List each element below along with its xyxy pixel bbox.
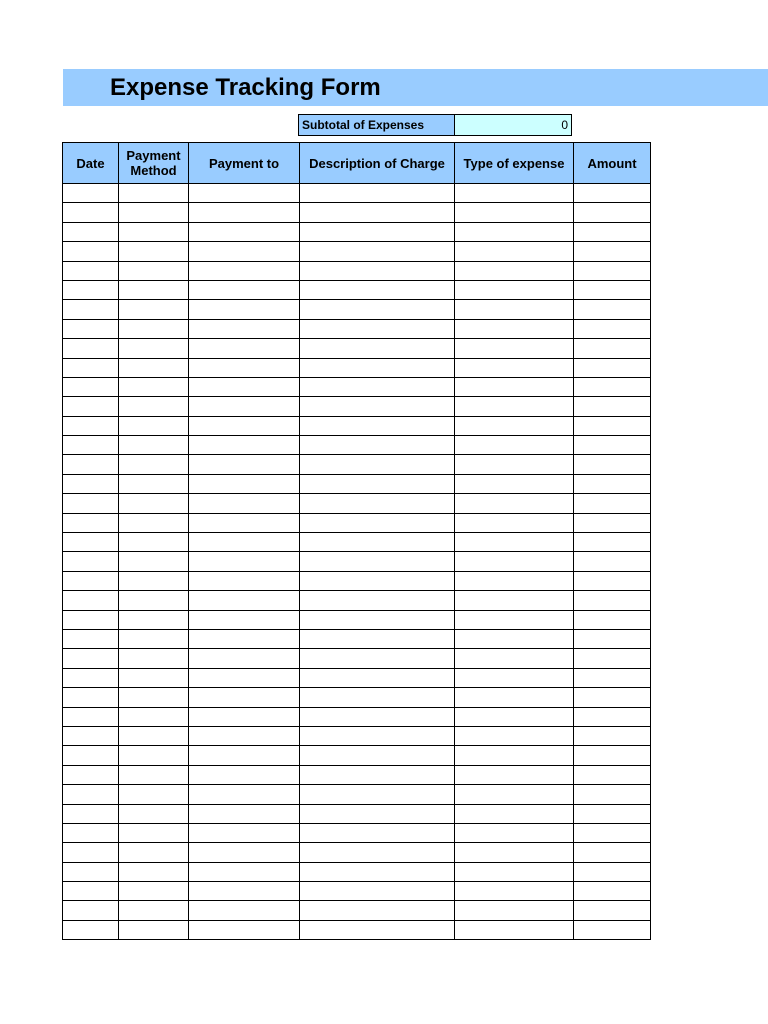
cell-payment-to[interactable] [189, 707, 300, 726]
table-row [63, 552, 651, 571]
table-row [63, 920, 651, 939]
cell-type-of-expense[interactable] [455, 300, 574, 319]
cell-date[interactable] [63, 377, 119, 396]
cell-payment-method[interactable] [119, 397, 189, 416]
table-row [63, 513, 651, 532]
cell-date[interactable] [63, 901, 119, 920]
cell-amount[interactable] [574, 920, 651, 939]
cell-type-of-expense[interactable] [455, 455, 574, 474]
cell-payment-to[interactable] [189, 785, 300, 804]
cell-amount[interactable] [574, 765, 651, 784]
cell-date[interactable] [63, 319, 119, 338]
cell-description[interactable] [300, 494, 455, 513]
cell-date[interactable] [63, 242, 119, 261]
cell-amount[interactable] [574, 184, 651, 203]
cell-type-of-expense[interactable] [455, 707, 574, 726]
cell-type-of-expense[interactable] [455, 397, 574, 416]
cell-payment-to[interactable] [189, 436, 300, 455]
cell-type-of-expense[interactable] [455, 629, 574, 648]
cell-description[interactable] [300, 823, 455, 842]
cell-payment-to[interactable] [189, 746, 300, 765]
cell-payment-method[interactable] [119, 591, 189, 610]
table-row [63, 300, 651, 319]
cell-description[interactable] [300, 610, 455, 629]
cell-payment-method[interactable] [119, 474, 189, 493]
table-header-row [63, 143, 651, 184]
cell-payment-method[interactable] [119, 610, 189, 629]
cell-type-of-expense[interactable] [455, 843, 574, 862]
cell-description[interactable] [300, 843, 455, 862]
cell-payment-to[interactable] [189, 688, 300, 707]
cell-amount[interactable] [574, 629, 651, 648]
table-row [63, 319, 651, 338]
cell-amount[interactable] [574, 397, 651, 416]
cell-date[interactable] [63, 823, 119, 842]
cell-description[interactable] [300, 591, 455, 610]
cell-amount[interactable] [574, 668, 651, 687]
table-row [63, 358, 651, 377]
cell-date[interactable] [63, 785, 119, 804]
cell-type-of-expense[interactable] [455, 804, 574, 823]
table-row [63, 533, 651, 552]
cell-payment-to[interactable] [189, 184, 300, 203]
cell-payment-method[interactable] [119, 184, 189, 203]
table-row [63, 746, 651, 765]
table-row [63, 843, 651, 862]
cell-date[interactable] [63, 610, 119, 629]
cell-description[interactable] [300, 707, 455, 726]
table-row [63, 882, 651, 901]
cell-date[interactable] [63, 455, 119, 474]
cell-date[interactable] [63, 668, 119, 687]
cell-type-of-expense[interactable] [455, 436, 574, 455]
cell-date[interactable] [63, 436, 119, 455]
cell-payment-to[interactable] [189, 261, 300, 280]
cell-payment-to[interactable] [189, 591, 300, 610]
cell-amount[interactable] [574, 552, 651, 571]
cell-date[interactable] [63, 397, 119, 416]
cell-amount[interactable] [574, 785, 651, 804]
column-header-payment-method: Payment Method [119, 143, 189, 184]
cell-amount[interactable] [574, 455, 651, 474]
table-row [63, 455, 651, 474]
cell-amount[interactable] [574, 436, 651, 455]
table-row [63, 203, 651, 222]
cell-date[interactable] [63, 474, 119, 493]
cell-type-of-expense[interactable] [455, 203, 574, 222]
cell-payment-method[interactable] [119, 339, 189, 358]
cell-payment-to[interactable] [189, 474, 300, 493]
cell-payment-method[interactable] [119, 920, 189, 939]
cell-payment-method[interactable] [119, 862, 189, 881]
cell-payment-to[interactable] [189, 552, 300, 571]
cell-amount[interactable] [574, 823, 651, 842]
cell-amount[interactable] [574, 494, 651, 513]
table-row [63, 242, 651, 261]
cell-amount[interactable] [574, 746, 651, 765]
cell-description[interactable] [300, 474, 455, 493]
cell-payment-to[interactable] [189, 804, 300, 823]
cell-date[interactable] [63, 707, 119, 726]
cell-payment-to[interactable] [189, 901, 300, 920]
cell-date[interactable] [63, 591, 119, 610]
cell-payment-method[interactable] [119, 203, 189, 222]
cell-description[interactable] [300, 882, 455, 901]
cell-description[interactable] [300, 649, 455, 668]
cell-description[interactable] [300, 455, 455, 474]
cell-date[interactable] [63, 358, 119, 377]
cell-payment-to[interactable] [189, 377, 300, 396]
cell-type-of-expense[interactable] [455, 882, 574, 901]
expense-table [62, 142, 651, 940]
cell-payment-method[interactable] [119, 552, 189, 571]
cell-payment-method[interactable] [119, 746, 189, 765]
cell-payment-method[interactable] [119, 319, 189, 338]
cell-type-of-expense[interactable] [455, 726, 574, 745]
cell-payment-to[interactable] [189, 882, 300, 901]
cell-type-of-expense[interactable] [455, 242, 574, 261]
cell-description[interactable] [300, 804, 455, 823]
cell-payment-method[interactable] [119, 785, 189, 804]
cell-date[interactable] [63, 920, 119, 939]
cell-type-of-expense[interactable] [455, 901, 574, 920]
cell-type-of-expense[interactable] [455, 261, 574, 280]
cell-payment-to[interactable] [189, 203, 300, 222]
cell-payment-to[interactable] [189, 610, 300, 629]
cell-payment-to[interactable] [189, 242, 300, 261]
cell-date[interactable] [63, 533, 119, 552]
cell-description[interactable] [300, 513, 455, 532]
table-row [63, 668, 651, 687]
subtotal-box [298, 114, 572, 136]
cell-description[interactable] [300, 746, 455, 765]
cell-date[interactable] [63, 513, 119, 532]
cell-payment-method[interactable] [119, 765, 189, 784]
cell-type-of-expense[interactable] [455, 377, 574, 396]
cell-payment-to[interactable] [189, 280, 300, 299]
cell-amount[interactable] [574, 649, 651, 668]
subtotal-label: Subtotal of Expenses [299, 115, 455, 135]
table-row [63, 785, 651, 804]
cell-type-of-expense[interactable] [455, 416, 574, 435]
cell-payment-to[interactable] [189, 862, 300, 881]
table-row [63, 184, 651, 203]
cell-payment-method[interactable] [119, 513, 189, 532]
cell-amount[interactable] [574, 280, 651, 299]
cell-payment-to[interactable] [189, 339, 300, 358]
cell-payment-to[interactable] [189, 668, 300, 687]
cell-amount[interactable] [574, 203, 651, 222]
column-header-amount: Amount [574, 143, 651, 184]
table-row [63, 688, 651, 707]
table-row [63, 862, 651, 881]
cell-date[interactable] [63, 571, 119, 590]
cell-description[interactable] [300, 862, 455, 881]
cell-type-of-expense[interactable] [455, 474, 574, 493]
cell-type-of-expense[interactable] [455, 765, 574, 784]
cell-amount[interactable] [574, 319, 651, 338]
cell-payment-method[interactable] [119, 261, 189, 280]
cell-payment-to[interactable] [189, 571, 300, 590]
subtotal-value: 0 [455, 115, 571, 135]
table-row [63, 823, 651, 842]
table-row [63, 765, 651, 784]
cell-payment-to[interactable] [189, 319, 300, 338]
cell-type-of-expense[interactable] [455, 823, 574, 842]
cell-description[interactable] [300, 436, 455, 455]
cell-amount[interactable] [574, 726, 651, 745]
cell-description[interactable] [300, 920, 455, 939]
cell-payment-method[interactable] [119, 668, 189, 687]
cell-description[interactable] [300, 571, 455, 590]
table-row [63, 222, 651, 241]
cell-date[interactable] [63, 726, 119, 745]
cell-date[interactable] [63, 203, 119, 222]
cell-description[interactable] [300, 533, 455, 552]
cell-type-of-expense[interactable] [455, 920, 574, 939]
cell-amount[interactable] [574, 591, 651, 610]
cell-payment-to[interactable] [189, 533, 300, 552]
cell-payment-method[interactable] [119, 629, 189, 648]
cell-description[interactable] [300, 280, 455, 299]
cell-type-of-expense[interactable] [455, 649, 574, 668]
cell-payment-to[interactable] [189, 455, 300, 474]
cell-type-of-expense[interactable] [455, 862, 574, 881]
cell-payment-method[interactable] [119, 804, 189, 823]
cell-payment-to[interactable] [189, 494, 300, 513]
cell-payment-to[interactable] [189, 222, 300, 241]
cell-type-of-expense[interactable] [455, 184, 574, 203]
cell-date[interactable] [63, 300, 119, 319]
cell-payment-to[interactable] [189, 726, 300, 745]
table-row [63, 707, 651, 726]
cell-amount[interactable] [574, 533, 651, 552]
table-row [63, 804, 651, 823]
cell-description[interactable] [300, 319, 455, 338]
cell-amount[interactable] [574, 862, 651, 881]
cell-description[interactable] [300, 416, 455, 435]
cell-type-of-expense[interactable] [455, 513, 574, 532]
cell-type-of-expense[interactable] [455, 280, 574, 299]
table-row [63, 726, 651, 745]
cell-type-of-expense[interactable] [455, 533, 574, 552]
cell-description[interactable] [300, 397, 455, 416]
cell-amount[interactable] [574, 610, 651, 629]
table-row [63, 280, 651, 299]
cell-date[interactable] [63, 862, 119, 881]
cell-description[interactable] [300, 339, 455, 358]
table-row [63, 901, 651, 920]
cell-date[interactable] [63, 261, 119, 280]
cell-description[interactable] [300, 726, 455, 745]
column-header-description: Description of Charge [300, 143, 455, 184]
cell-payment-to[interactable] [189, 843, 300, 862]
cell-description[interactable] [300, 203, 455, 222]
cell-date[interactable] [63, 843, 119, 862]
cell-amount[interactable] [574, 261, 651, 280]
cell-description[interactable] [300, 242, 455, 261]
cell-payment-to[interactable] [189, 300, 300, 319]
table-row [63, 416, 651, 435]
cell-amount[interactable] [574, 707, 651, 726]
cell-type-of-expense[interactable] [455, 785, 574, 804]
cell-date[interactable] [63, 629, 119, 648]
cell-description[interactable] [300, 765, 455, 784]
cell-amount[interactable] [574, 474, 651, 493]
cell-type-of-expense[interactable] [455, 358, 574, 377]
cell-description[interactable] [300, 300, 455, 319]
cell-payment-method[interactable] [119, 494, 189, 513]
cell-payment-to[interactable] [189, 765, 300, 784]
cell-type-of-expense[interactable] [455, 339, 574, 358]
cell-type-of-expense[interactable] [455, 571, 574, 590]
cell-date[interactable] [63, 494, 119, 513]
expense-rows [63, 184, 651, 940]
cell-date[interactable] [63, 416, 119, 435]
cell-type-of-expense[interactable] [455, 319, 574, 338]
cell-description[interactable] [300, 358, 455, 377]
cell-description[interactable] [300, 668, 455, 687]
cell-amount[interactable] [574, 416, 651, 435]
cell-payment-method[interactable] [119, 377, 189, 396]
cell-payment-method[interactable] [119, 436, 189, 455]
cell-payment-method[interactable] [119, 571, 189, 590]
title-band [63, 69, 768, 106]
cell-payment-to[interactable] [189, 823, 300, 842]
cell-payment-method[interactable] [119, 882, 189, 901]
cell-amount[interactable] [574, 901, 651, 920]
cell-amount[interactable] [574, 377, 651, 396]
cell-payment-to[interactable] [189, 358, 300, 377]
cell-payment-method[interactable] [119, 416, 189, 435]
table-row [63, 339, 651, 358]
cell-date[interactable] [63, 765, 119, 784]
cell-type-of-expense[interactable] [455, 494, 574, 513]
table-row [63, 377, 651, 396]
cell-date[interactable] [63, 688, 119, 707]
cell-amount[interactable] [574, 571, 651, 590]
cell-payment-method[interactable] [119, 358, 189, 377]
cell-description[interactable] [300, 261, 455, 280]
cell-description[interactable] [300, 552, 455, 571]
cell-payment-method[interactable] [119, 242, 189, 261]
column-header-date: Date [63, 143, 119, 184]
cell-payment-to[interactable] [189, 629, 300, 648]
cell-payment-method[interactable] [119, 533, 189, 552]
cell-description[interactable] [300, 377, 455, 396]
table-row [63, 610, 651, 629]
table-row [63, 436, 651, 455]
cell-description[interactable] [300, 184, 455, 203]
table-row [63, 629, 651, 648]
cell-type-of-expense[interactable] [455, 222, 574, 241]
column-header-type-of-expense: Type of expense [455, 143, 574, 184]
cell-payment-method[interactable] [119, 300, 189, 319]
table-row [63, 397, 651, 416]
cell-description[interactable] [300, 222, 455, 241]
table-row [63, 494, 651, 513]
column-header-payment-to: Payment to [189, 143, 300, 184]
cell-amount[interactable] [574, 300, 651, 319]
cell-amount[interactable] [574, 843, 651, 862]
cell-date[interactable] [63, 280, 119, 299]
cell-payment-method[interactable] [119, 688, 189, 707]
cell-type-of-expense[interactable] [455, 591, 574, 610]
cell-payment-method[interactable] [119, 649, 189, 668]
cell-payment-method[interactable] [119, 455, 189, 474]
form-title: Expense Tracking Form [110, 74, 381, 101]
cell-amount[interactable] [574, 688, 651, 707]
cell-payment-to[interactable] [189, 397, 300, 416]
table-row [63, 571, 651, 590]
cell-type-of-expense[interactable] [455, 668, 574, 687]
table-row [63, 591, 651, 610]
cell-amount[interactable] [574, 358, 651, 377]
cell-description[interactable] [300, 688, 455, 707]
cell-date[interactable] [63, 746, 119, 765]
cell-payment-to[interactable] [189, 649, 300, 668]
cell-payment-method[interactable] [119, 280, 189, 299]
cell-description[interactable] [300, 785, 455, 804]
cell-date[interactable] [63, 222, 119, 241]
cell-date[interactable] [63, 339, 119, 358]
cell-date[interactable] [63, 649, 119, 668]
cell-payment-method[interactable] [119, 222, 189, 241]
cell-payment-to[interactable] [189, 416, 300, 435]
cell-amount[interactable] [574, 339, 651, 358]
cell-type-of-expense[interactable] [455, 610, 574, 629]
cell-date[interactable] [63, 552, 119, 571]
cell-type-of-expense[interactable] [455, 746, 574, 765]
cell-amount[interactable] [574, 222, 651, 241]
cell-payment-to[interactable] [189, 513, 300, 532]
cell-date[interactable] [63, 882, 119, 901]
cell-amount[interactable] [574, 882, 651, 901]
cell-date[interactable] [63, 804, 119, 823]
cell-description[interactable] [300, 629, 455, 648]
cell-type-of-expense[interactable] [455, 688, 574, 707]
cell-amount[interactable] [574, 804, 651, 823]
cell-payment-method[interactable] [119, 707, 189, 726]
cell-amount[interactable] [574, 513, 651, 532]
cell-description[interactable] [300, 901, 455, 920]
cell-payment-method[interactable] [119, 823, 189, 842]
cell-payment-method[interactable] [119, 726, 189, 745]
cell-payment-method[interactable] [119, 901, 189, 920]
cell-amount[interactable] [574, 242, 651, 261]
table-row [63, 261, 651, 280]
cell-payment-to[interactable] [189, 920, 300, 939]
cell-payment-method[interactable] [119, 843, 189, 862]
cell-type-of-expense[interactable] [455, 552, 574, 571]
table-row [63, 649, 651, 668]
table-row [63, 474, 651, 493]
cell-date[interactable] [63, 184, 119, 203]
